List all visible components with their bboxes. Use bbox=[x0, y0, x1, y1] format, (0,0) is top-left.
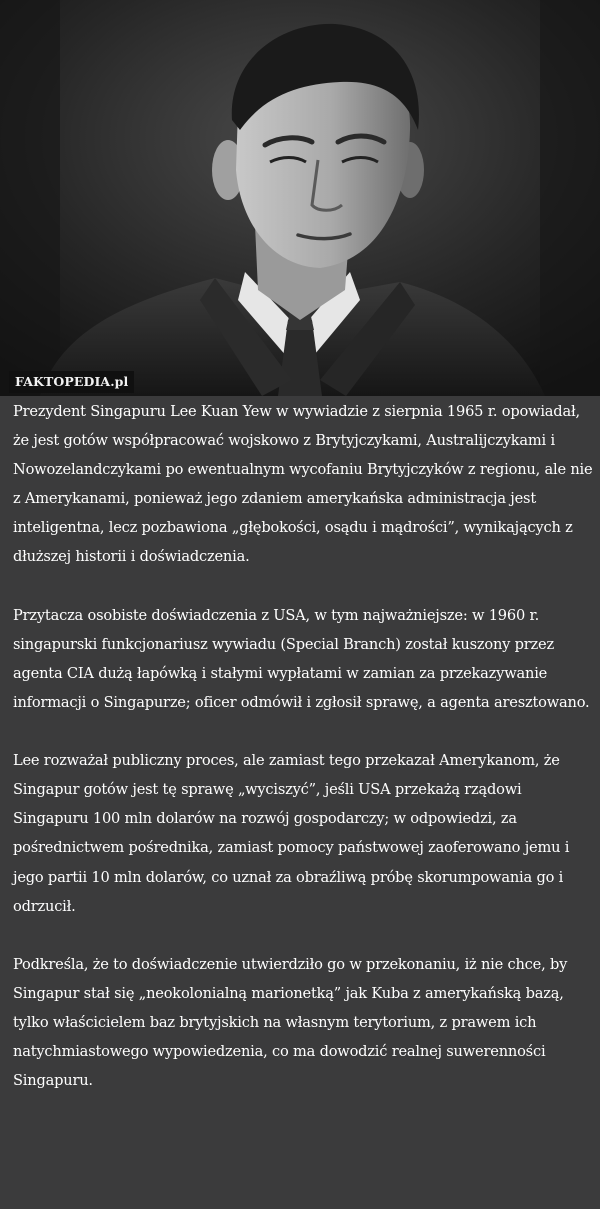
article-paragraph-2: Przytacza osobiste doświadczenia z USA, w tym najważniejsze: w 1960 r. singapurski funkcjonariusz wywiadu (Special Branch) został kuszony przez agenta CIA dużą łapówką i stałymi wypłatami w zamian za przekazywanie informacji o Singapurze; oficer odmówił i zgłosił sprawę, a agenta aresztowano. bbox=[13, 606, 590, 711]
portrait-illustration bbox=[0, 0, 600, 396]
portrait-photo bbox=[0, 0, 600, 396]
article-paragraph-1: Prezydent Singapuru Lee Kuan Yew w wywiadzie z sierpnia 1965 r. opowiadał, że jest gotów współpracować wojskowo z Brytyjczykami, Australijczykami i Nowozelandczykami po ewentualnym wycofaniu Brytyjczyków z regionu, ale nie z Amerykanami, ponieważ jego zdaniem amerykańska administracja jest inteligentna, lecz pozbawiona „głębokości, osądu i mądrości”, wynikających z dłuższej historii i doświadczenia. bbox=[13, 403, 593, 566]
article-paragraph-3: Lee rozważał publiczny proces, ale zamiast tego przekazał Amerykanom, że Singapur gotów jest tę sprawę „wyciszyć”, jeśli USA przekażą rządowi Singapuru 100 mln dolarów na rozwój gospodarczy; w odpowiedzi, za pośrednictwem pośrednika, zamiast pomocy państwowej zaoferowano jemu i jego partii 10 mln dolarów, co uznał za obraźliwą próbę skorumpowania go i odrzucił. bbox=[13, 752, 570, 915]
watermark-logo: FAKTOPEDIA.pl bbox=[9, 371, 134, 393]
article-text bbox=[13, 397, 593, 1095]
article-paragraph-4: Podkreśla, że to doświadczenie utwierdziło go w przekonaniu, iż nie chce, by Singapur stał się „neokolonialną marionetką” jak Kuba z amerykańską bazą, tylko właścicielem baz brytyjskich na własnym terytorium, z prawem ich natychmiastowego wypowiedzenia, co ma dowodzić realnej suwerenności Singapuru. bbox=[13, 955, 568, 1090]
